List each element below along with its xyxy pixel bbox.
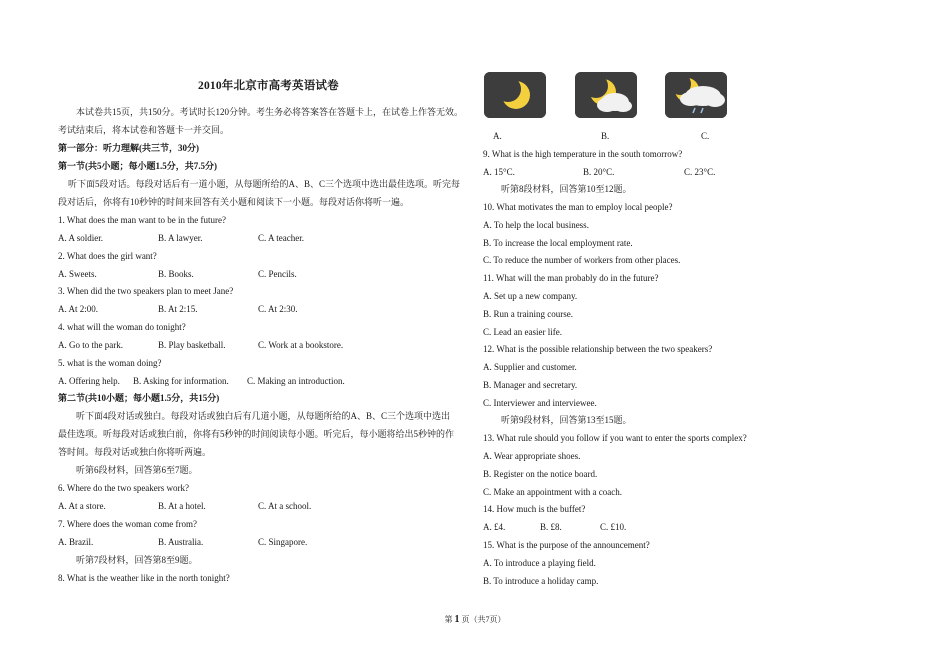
section-1-heading: 第一节(共5小题；每小题1.5分，共7.5分) <box>58 161 217 171</box>
q6-option-b: B. At a hotel. <box>158 501 206 511</box>
q1-option-a: A. A soldier. <box>58 233 104 243</box>
section-2-directions-3: 答时间。每段对话或独白你将听两遍。 <box>58 447 212 457</box>
q7-option-a: A. Brazil. <box>58 537 94 547</box>
q5-option-a: A. Offering help. <box>58 376 120 386</box>
q5-option-b: B. Asking for information. <box>133 376 229 386</box>
q10-option-c: C. To reduce the number of workers from other places. <box>483 255 681 265</box>
q10-option-a: A. To help the local business. <box>483 220 589 230</box>
page-title: 2010年北京市高考英语试卷 <box>198 80 339 92</box>
q4-option-c: C. Work at a bookstore. <box>258 340 344 350</box>
q8-option-a: A. <box>493 131 502 141</box>
q11-option-a: A. Set up a new company. <box>483 291 578 301</box>
intro-line-2: 考试结束后，将本试卷和答题卡一并交回。 <box>58 125 230 135</box>
q5-option-c: C. Making an introduction. <box>247 376 345 386</box>
section-2-directions-2: 最佳选项。听每段对话或独白前，你将有5秒钟的时间阅读每小题。听完后，每小题将给出5秒钟的作 <box>58 429 455 439</box>
q11-option-b: B. Run a training course. <box>483 309 573 319</box>
q4-option-a: A. Go to the park. <box>58 340 123 350</box>
q6-option-c: C. At a school. <box>258 501 312 511</box>
q2-option-c: C. Pencils. <box>258 269 297 279</box>
q12-option-a: A. Supplier and customer. <box>483 362 577 372</box>
material-7-instruction: 听第7段材料，回答第8至9题。 <box>76 555 198 565</box>
q13-option-c: C. Make an appointment with a coach. <box>483 487 622 497</box>
q12-option-c: C. Interviewer and interviewee. <box>483 398 597 408</box>
footer-suffix: 页） <box>489 615 506 624</box>
moon-partly-cloudy-icon <box>575 72 637 118</box>
q1-option-b: B. A lawyer. <box>158 233 203 243</box>
q10-option-b: B. To increase the local employment rate. <box>483 238 633 248</box>
question-5: 5. what is the woman doing? <box>58 358 162 368</box>
q3-option-a: A. At 2:00. <box>58 304 99 314</box>
q6-option-a: A. At a store. <box>58 501 106 511</box>
section-2-directions-1: 听下面4段对话或独白。每段对话或独白后有几道小题，从每题所给的A、B、C三个选项中选出 <box>76 411 451 421</box>
q9-option-b: B. 20°C. <box>583 167 615 177</box>
question-4: 4. what will the woman do tonight? <box>58 322 186 332</box>
question-1: 1. What does the man want to be in the future? <box>58 215 227 225</box>
q8-option-b: B. <box>601 131 610 141</box>
q13-option-a: A. Wear appropriate shoes. <box>483 451 581 461</box>
q4-option-b: B. Play basketball. <box>158 340 226 350</box>
q11-option-c: C. Lead an easier life. <box>483 327 562 337</box>
q14-option-c: C. £10. <box>600 522 627 532</box>
q2-option-a: A. Sweets. <box>58 269 97 279</box>
question-12: 12. What is the possible relationship between the two speakers? <box>483 344 713 354</box>
section-1-directions-1: 听下面5段对话。每段对话后有一道小题，从每题所给的A、B、C三个选项中选出最佳选项。听完每 <box>68 179 461 189</box>
q13-option-b: B. Register on the notice board. <box>483 469 598 479</box>
question-7: 7. Where does the woman come from? <box>58 519 198 529</box>
material-9-instruction: 听第9段材料，回答第13至15题。 <box>501 415 632 425</box>
footer-prefix: 第 <box>444 615 453 624</box>
moon-clear-icon <box>484 72 546 118</box>
q14-option-b: B. £8. <box>540 522 562 532</box>
section-2-heading: 第二节(共10小题；每小题1.5分，共15分) <box>58 393 220 403</box>
question-9: 9. What is the high temperature in the south tomorrow? <box>483 149 683 159</box>
question-10: 10. What motivates the man to employ local people? <box>483 202 673 212</box>
footer-total-pages: 7 <box>485 615 490 624</box>
q7-option-c: C. Singapore. <box>258 537 308 547</box>
q9-option-a: A. 15°C. <box>483 167 515 177</box>
q15-option-a: A. To introduce a playing field. <box>483 558 596 568</box>
q12-option-b: B. Manager and secretary. <box>483 380 578 390</box>
q2-option-b: B. Books. <box>158 269 194 279</box>
q15-option-b: B. To introduce a holiday camp. <box>483 576 599 586</box>
page-footer <box>0 614 950 625</box>
q1-option-c: C. A teacher. <box>258 233 304 243</box>
question-15: 15. What is the purpose of the announcement? <box>483 540 650 550</box>
question-2: 2. What does the girl want? <box>58 251 157 261</box>
material-8-instruction: 听第8段材料，回答第10至12题。 <box>501 184 632 194</box>
q3-option-b: B. At 2:15. <box>158 304 198 314</box>
section-1-directions-2: 段对话后，你将有10秒钟的时间来回答有关小题和阅读下一小题。每段对话你将听一遍。 <box>58 197 410 207</box>
q9-option-c: C. 23°C. <box>684 167 716 177</box>
q14-option-a: A. £4. <box>483 522 506 532</box>
moon-cloudy-rain-icon <box>665 72 727 118</box>
intro-line-1: 本试卷共15页，共150分。考试时长120分钟。考生务必将答案答在答题卡上，在试卷上作答无效。 <box>76 107 464 117</box>
question-8: 8. What is the weather like in the north tonight? <box>58 573 230 583</box>
footer-page-number: 1 <box>454 614 460 625</box>
question-11: 11. What will the man probably do in the future? <box>483 273 659 283</box>
q3-option-c: C. At 2:30. <box>258 304 298 314</box>
question-13: 13. What rule should you follow if you want to enter the sports complex? <box>483 433 747 443</box>
question-14: 14. How much is the buffet? <box>483 504 586 514</box>
part-1-heading: 第一部分：听力理解(共三节，30分) <box>58 143 199 153</box>
footer-middle: 页（共 <box>461 615 486 624</box>
question-3: 3. When did the two speakers plan to meet Jane? <box>58 286 234 296</box>
q8-option-c: C. <box>701 131 710 141</box>
question-6: 6. Where do the two speakers work? <box>58 483 190 493</box>
material-6-instruction: 听第6段材料，回答第6至7题。 <box>76 465 198 475</box>
q7-option-b: B. Australia. <box>158 537 204 547</box>
